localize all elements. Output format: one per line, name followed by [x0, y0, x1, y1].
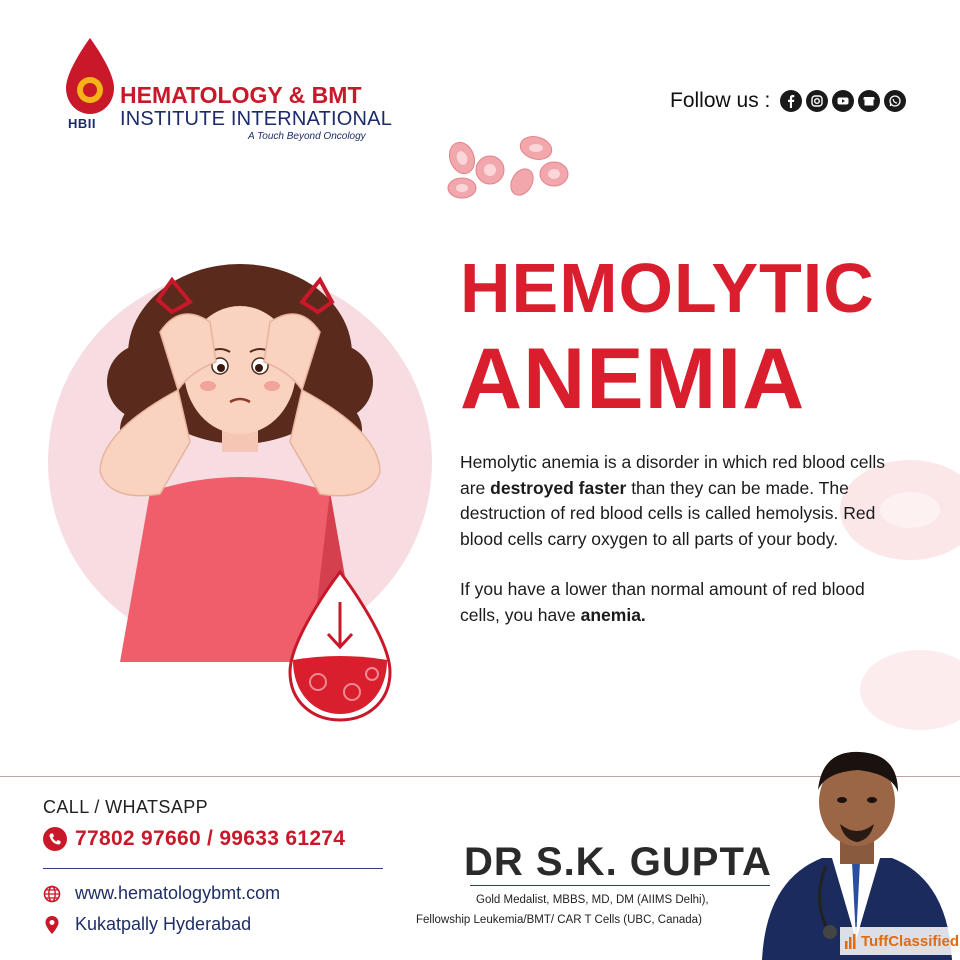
social-follow-bar: [670, 88, 906, 114]
watermark: [840, 927, 960, 955]
doctor-credentials-line1: Gold Medalist, MBBS, MD, DM (AIIMS Delhi),: [476, 894, 709, 906]
instagram-icon[interactable]: [806, 90, 828, 112]
website-text: www.hematologybmt.com: [75, 883, 281, 903]
globe-icon: [43, 885, 61, 903]
doctor-divider: [470, 885, 770, 886]
description-paragraph-2: If you have a lower than normal amount of red blood cells, you have anemia.: [460, 579, 865, 625]
brand-name-line1: HEMATOLOGY & BMT: [120, 82, 362, 108]
doctor-credentials-line2: Fellowship Leukemia/BMT/ CAR T Cells (UBC, Canada): [416, 914, 702, 926]
brand-name-line2: INSTITUTE INTERNATIONAL: [120, 108, 393, 130]
contact-divider: [43, 868, 383, 869]
location: [43, 914, 251, 935]
description: [460, 450, 900, 653]
watermark-text: TuffClassified: [861, 932, 960, 950]
website-link[interactable]: [43, 883, 280, 904]
bar-chart-logo-icon: [844, 933, 858, 949]
follow-label: Follow us :: [670, 89, 771, 112]
phone-numbers[interactable]: [43, 827, 345, 851]
google-business-icon[interactable]: [858, 90, 880, 112]
description-paragraph-1: Hemolytic anemia is a disorder in which red blood cells are destroyed faster than they can be made. The destruction of red blood cells is called hemolysis. Red blood cells carry oxygen to all parts of your body.: [460, 452, 886, 549]
headline-line1: HEMOLYTIC: [460, 249, 875, 327]
phone-icon: [43, 827, 67, 851]
brand-short-name: HBII: [68, 116, 96, 131]
call-whatsapp-label: CALL / WHATSAPP: [43, 797, 209, 817]
facebook-icon[interactable]: [780, 90, 802, 112]
brand-tagline: A Touch Beyond Oncology: [248, 131, 366, 142]
brand-logo[interactable]: [60, 38, 393, 148]
youtube-icon[interactable]: [832, 90, 854, 112]
location-pin-icon: [43, 915, 61, 935]
whatsapp-icon[interactable]: [884, 90, 906, 112]
headline-line2: ANEMIA: [460, 331, 806, 427]
doctor-name: DR S.K. GUPTA: [464, 840, 772, 884]
blood-drop-logo-icon: [64, 38, 116, 116]
location-text: Kukatpally Hyderabad: [75, 914, 252, 934]
phone-numbers-text: 77802 97660 / 99633 61274: [75, 827, 346, 850]
girl-with-headache-illustration: [40, 262, 440, 722]
red-blood-cells-illustration: [440, 130, 580, 210]
